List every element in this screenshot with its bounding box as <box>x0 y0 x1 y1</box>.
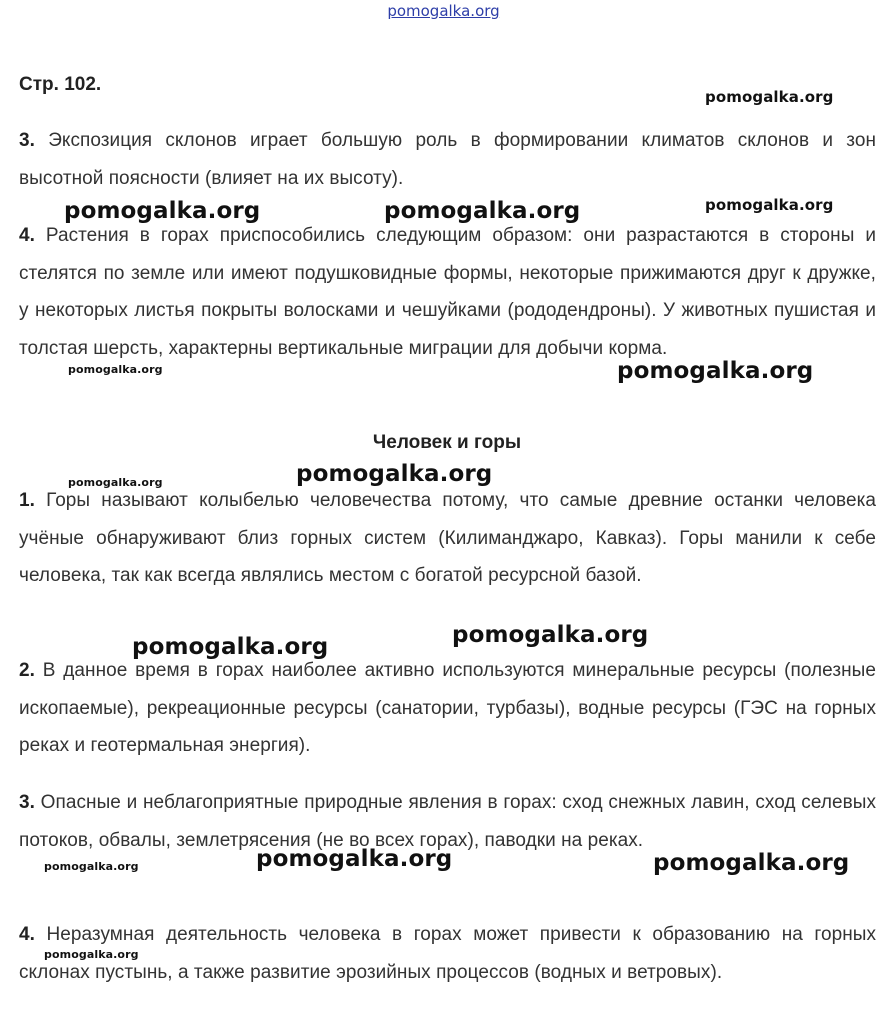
section-paragraph-1 <box>19 482 876 595</box>
watermark: pomogalka.org <box>384 198 581 224</box>
watermark: pomogalka.org <box>132 634 329 660</box>
watermark: pomogalka.org <box>705 196 834 214</box>
watermark: pomogalka.org <box>617 358 814 384</box>
paragraph-number: 4. <box>19 924 35 945</box>
paragraph-text: Экспозиция склонов играет большую роль в формировании климатов склонов и зон высотной поясности (влияет на их высоту). <box>19 130 876 189</box>
paragraph-number: 4. <box>19 225 35 246</box>
watermark: pomogalka.org <box>64 198 261 224</box>
paragraph-text: Растения в горах приспособились следующим образом: они разрастаются в стороны и стелятся по земле или имеют подушковидные формы, некоторые прижимаются друг к дружке, у некоторых листья покрыты волосками и чешуйками (рододендроны). У животных пушистая и толстая шерсть, характерны вертикальные миграции для добычи корма. <box>19 225 876 360</box>
page-heading: Стр. 102. <box>19 74 102 95</box>
paragraph-text: Горы называют колыбелью человечества потому, что самые древние останки человека учёные обнаруживают близ горных систем (Килиманджаро, Кавказ). Горы манили к себе человека, так как всегда являлись местом с богатой ресурсной базой. <box>19 490 876 587</box>
paragraph-number: 1. <box>19 490 35 511</box>
paragraph-text: В данное время в горах наиболее активно используются минеральные ресурсы (полезные ископаемые), рекреационные ресурсы (санатории, турбазы), водные ресурсы (ГЭС на горных реках и геотермальная энергия). <box>19 660 876 757</box>
watermark: pomogalka.org <box>68 363 163 376</box>
watermark: pomogalka.org <box>256 846 453 872</box>
section-title: Человек и горы <box>372 432 522 453</box>
watermark: pomogalka.org <box>44 860 139 873</box>
paragraph-text: Опасные и неблагоприятные природные явления в горах: сход снежных лавин, сход селевых потоков, обвалы, землетрясения (не во всех горах), паводки на реках. <box>19 792 876 851</box>
paragraph-number: 2. <box>19 660 35 681</box>
watermark: pomogalka.org <box>705 88 834 106</box>
watermark: pomogalka.org <box>653 850 850 876</box>
section-paragraph-4 <box>19 916 876 991</box>
paragraph-4 <box>19 217 876 368</box>
watermark: pomogalka.org <box>452 622 649 648</box>
watermark: pomogalka.org <box>68 476 163 489</box>
watermark: pomogalka.org <box>296 461 493 487</box>
paragraph-number: 3. <box>19 792 35 813</box>
section-paragraph-2 <box>19 652 876 765</box>
paragraph-text: Неразумная деятельность человека в горах может привести к образованию на горных склонах пустынь, а также развитие эрозийных процессов (водных и ветровых). <box>19 924 876 983</box>
paragraph-3 <box>19 122 876 197</box>
site-link[interactable]: pomogalka.org <box>387 2 500 20</box>
watermark: pomogalka.org <box>44 948 139 961</box>
paragraph-number: 3. <box>19 130 35 151</box>
